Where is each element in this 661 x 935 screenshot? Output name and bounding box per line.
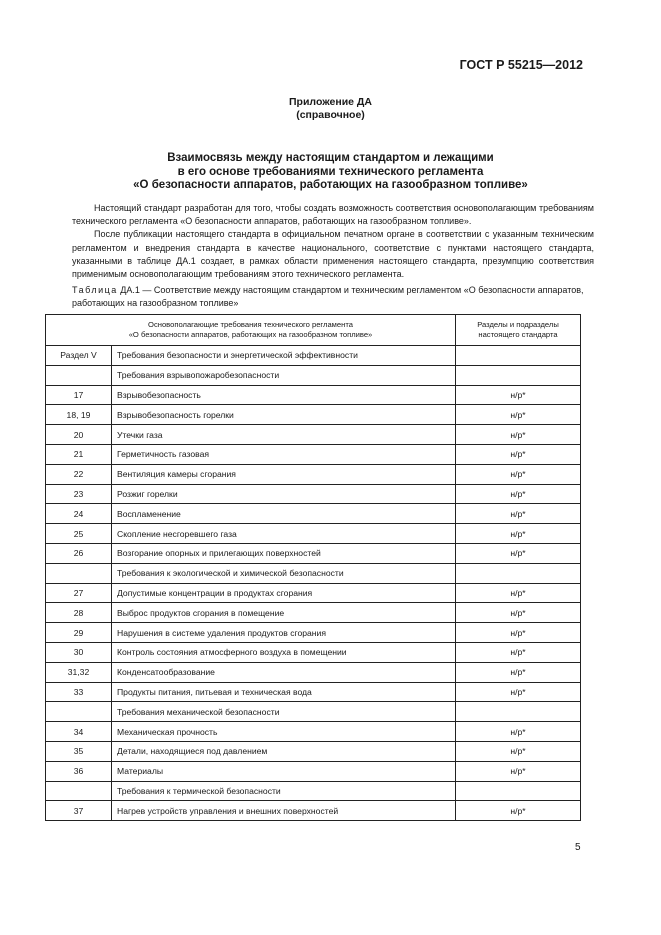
clause-number: 35: [46, 741, 112, 761]
requirement: Допустимые концентрации в продуктах сгорания: [112, 583, 456, 603]
requirement: Возгорание опорных и прилегающих поверхностей: [112, 543, 456, 563]
table-row: [46, 464, 581, 484]
section-ref: [456, 781, 581, 801]
section-ref: н/р*: [456, 761, 581, 781]
requirement: Механическая прочность: [112, 722, 456, 742]
requirement: Требования к экологической и химической безопасности: [112, 563, 456, 583]
table-header-row: [46, 315, 581, 346]
clause-number: 30: [46, 642, 112, 662]
table-row: [46, 543, 581, 563]
table-row: [46, 484, 581, 504]
requirement: Скопление несгоревшего газа: [112, 524, 456, 544]
clause-number: 31,32: [46, 662, 112, 682]
clause-number: 21: [46, 444, 112, 464]
table-row: [46, 682, 581, 702]
clause-number: 33: [46, 682, 112, 702]
section-ref: н/р*: [456, 543, 581, 563]
table-row: [46, 642, 581, 662]
clause-number: Раздел V: [46, 346, 112, 366]
requirement: Материалы: [112, 761, 456, 781]
requirement: Конденсатообразование: [112, 662, 456, 682]
table-row: [46, 504, 581, 524]
clause-number: 23: [46, 484, 112, 504]
table-caption-label: Таблица: [72, 285, 118, 295]
table-row: [46, 346, 581, 366]
table-caption: [72, 284, 594, 309]
section-ref: н/р*: [456, 623, 581, 643]
header-requirements: Основополагающие требования технического регламента «О безопасности аппаратов, работающих на газообразном топливе»: [46, 315, 456, 346]
section-ref: [456, 563, 581, 583]
section-ref: н/р*: [456, 444, 581, 464]
requirement: Утечки газа: [112, 425, 456, 445]
clause-number: 36: [46, 761, 112, 781]
section-ref: н/р*: [456, 682, 581, 702]
section-ref: н/р*: [456, 425, 581, 445]
clause-number: 26: [46, 543, 112, 563]
requirement: Нарушения в системе удаления продуктов сгорания: [112, 623, 456, 643]
section-ref: н/р*: [456, 464, 581, 484]
requirement: Розжиг горелки: [112, 484, 456, 504]
table-row: [46, 662, 581, 682]
section-ref: н/р*: [456, 722, 581, 742]
table-row: [46, 425, 581, 445]
table-row: [46, 563, 581, 583]
requirement: Воспламенение: [112, 504, 456, 524]
section-ref: н/р*: [456, 801, 581, 821]
clause-number: 20: [46, 425, 112, 445]
compliance-table: [45, 314, 581, 821]
requirement: Вентиляция камеры сгорания: [112, 464, 456, 484]
requirement: Выброс продуктов сгорания в помещение: [112, 603, 456, 623]
header-sections: Разделы и подразделы настоящего стандарта: [456, 315, 581, 346]
section-ref: н/р*: [456, 741, 581, 761]
document-title: [0, 152, 661, 193]
clause-number: 27: [46, 583, 112, 603]
clause-number: 24: [46, 504, 112, 524]
clause-number: 25: [46, 524, 112, 544]
section-ref: н/р*: [456, 484, 581, 504]
requirement: Герметичность газовая: [112, 444, 456, 464]
table-row: [46, 603, 581, 623]
requirement: Контроль состояния атмосферного воздуха в помещении: [112, 642, 456, 662]
section-ref: н/р*: [456, 524, 581, 544]
clause-number: 22: [46, 464, 112, 484]
clause-number: 17: [46, 385, 112, 405]
clause-number: 28: [46, 603, 112, 623]
section-ref: н/р*: [456, 642, 581, 662]
section-ref: н/р*: [456, 662, 581, 682]
clause-number: 18, 19: [46, 405, 112, 425]
requirement: Требования к термической безопасности: [112, 781, 456, 801]
requirement: Требования механической безопасности: [112, 702, 456, 722]
requirement: Детали, находящиеся под давлением: [112, 741, 456, 761]
table-row: [46, 405, 581, 425]
title-line-3: «О безопасности аппаратов, работающих на газообразном топливе»: [133, 179, 528, 191]
table-caption-text: ДА.1 — Соответствие между настоящим стандартом и техническим регламентом «О безопасности аппаратов, работающих на газообразном топливе»: [72, 285, 584, 308]
title-line-1: Взаимосвязь между настоящим стандартом и лежащими: [167, 152, 494, 164]
clause-number: 34: [46, 722, 112, 742]
section-ref: н/р*: [456, 603, 581, 623]
table-row: [46, 623, 581, 643]
requirement: Требования взрывопожаробезопасности: [112, 365, 456, 385]
clause-number: 29: [46, 623, 112, 643]
table-row: [46, 385, 581, 405]
clause-number: [46, 365, 112, 385]
section-ref: н/р*: [456, 504, 581, 524]
page-number: 5: [575, 842, 581, 853]
section-ref: н/р*: [456, 385, 581, 405]
clause-number: [46, 563, 112, 583]
requirement: Продукты питания, питьевая и техническая вода: [112, 682, 456, 702]
table-row: [46, 583, 581, 603]
standard-code: ГОСТ Р 55215—2012: [459, 58, 583, 72]
table-row: [46, 741, 581, 761]
table-row: [46, 444, 581, 464]
table-row: [46, 781, 581, 801]
table-row: [46, 702, 581, 722]
requirement: Требования безопасности и энергетической эффективности: [112, 346, 456, 366]
section-ref: [456, 702, 581, 722]
paragraph: После публикации настоящего стандарта в официальном печатном органе в соответствии с указанным техническим регламентом и внедрения стандарта в качестве национального, соответствие с пунктами настоящего стандарта, указанными в таблице ДА.1 создает, в рамках области применения настоящего стандарта, презумпцию соответствия применимым основополагающим требованиям этого технического регламента.: [72, 229, 594, 280]
requirement: Взрывобезопасность: [112, 385, 456, 405]
table-row: [46, 761, 581, 781]
annex-subtitle: (справочное): [296, 109, 365, 121]
annex-heading: [0, 96, 661, 122]
clause-number: [46, 781, 112, 801]
table-row: [46, 722, 581, 742]
table-row: [46, 365, 581, 385]
section-ref: н/р*: [456, 405, 581, 425]
clause-number: 37: [46, 801, 112, 821]
table-row: [46, 801, 581, 821]
table-row: [46, 524, 581, 544]
requirement: Нагрев устройств управления и внешних поверхностей: [112, 801, 456, 821]
requirement: Взрывобезопасность горелки: [112, 405, 456, 425]
section-ref: н/р*: [456, 583, 581, 603]
paragraph: Настоящий стандарт разработан для того, чтобы создать возможность соответствия основополагающим требованиям технического регламента «О безопасности аппаратов, работающих на газообразном топливе».: [72, 203, 594, 227]
annex-title: Приложение ДА: [289, 96, 372, 108]
body-text: [72, 202, 594, 281]
clause-number: [46, 702, 112, 722]
section-ref: [456, 365, 581, 385]
section-ref: [456, 346, 581, 366]
title-line-2: в его основе требованиями технического регламента: [177, 165, 484, 178]
